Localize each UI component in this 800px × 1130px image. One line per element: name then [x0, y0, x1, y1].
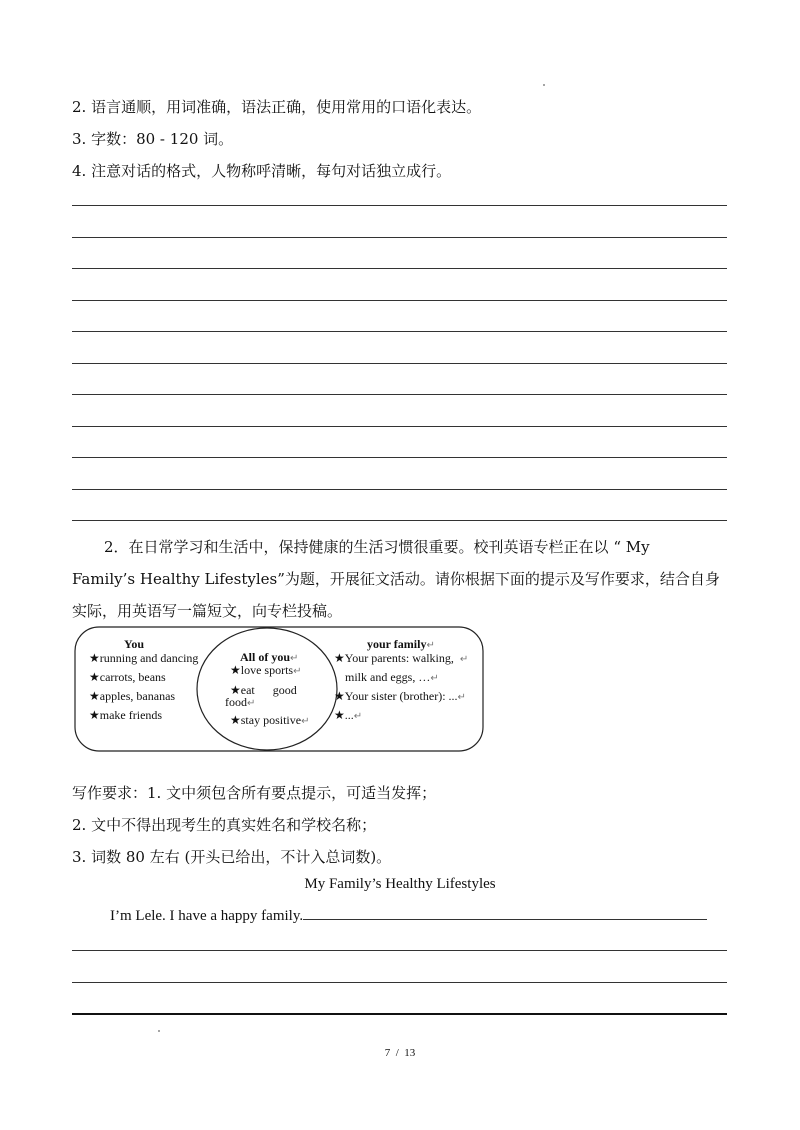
venn-you-item: ★carrots, beans	[89, 670, 166, 684]
venn-all-item: ★eat good	[230, 683, 297, 697]
answer-line[interactable]	[72, 268, 727, 269]
answer-line[interactable]	[72, 331, 727, 332]
task2-paragraph-line2: Family’s Healthy Lifestyles”为题，开展征文活动。请你根据下面的提示及写作要求，结合自身	[72, 570, 720, 588]
answer-line[interactable]	[72, 363, 727, 364]
return-mark: ↵	[459, 654, 469, 665]
return-mark: ↵	[290, 653, 299, 664]
answer-line[interactable]	[72, 982, 727, 983]
venn-family-item: ★...↵	[334, 708, 363, 722]
task2-paragraph-line3: 实际，用英语写一篇短文，向专栏投稿。	[72, 602, 343, 620]
venn-family-title: your family↵	[367, 637, 435, 651]
opening-answer-line[interactable]	[303, 905, 707, 920]
answer-line[interactable]	[72, 520, 727, 521]
venn-all-title: All of you↵	[240, 650, 299, 664]
return-mark: ↵	[293, 666, 302, 677]
venn-all-item: food↵	[225, 695, 256, 709]
page-number: 7 / 13	[384, 1047, 416, 1059]
writing-requirement-2: 2. 文中不得出现考生的真实姓名和学校名称；	[72, 816, 377, 834]
return-mark: ↵	[247, 698, 256, 709]
answer-line[interactable]	[72, 205, 727, 206]
requirement-item-3: 3. 字数：80 - 120 词。	[72, 130, 234, 148]
requirement-item-2: 2. 语言通顺，用词准确，语法正确，使用常用的口语化表达。	[72, 98, 482, 116]
venn-family-item: ★Your sister (brother): ...↵	[334, 689, 466, 703]
writing-requirement-3: 3. 词数 80 左右 (开头已给出，不计入总词数)。	[72, 848, 392, 866]
answer-line[interactable]	[72, 394, 727, 395]
answer-line[interactable]	[72, 300, 727, 301]
answer-line[interactable]	[72, 489, 727, 490]
answer-line[interactable]	[72, 426, 727, 427]
requirement-item-4: 4. 注意对话的格式，人物称呼清晰，每句对话独立成行。	[72, 162, 452, 180]
venn-all-item: ★love sports↵	[230, 663, 302, 677]
venn-family-item: ★Your parents: walking, ↵	[334, 651, 469, 665]
stray-mark	[158, 1030, 160, 1032]
return-mark: ↵	[430, 673, 439, 684]
venn-family-item: milk and eggs, …↵	[345, 670, 439, 684]
task2-paragraph-line1: 2．在日常学习和生活中，保持健康的生活习惯很重要。校刊英语专栏正在以 “ My	[104, 538, 650, 556]
answer-line[interactable]	[72, 950, 727, 951]
answer-line[interactable]	[72, 457, 727, 458]
page-bottom-rule	[72, 1013, 727, 1015]
writing-requirement-1: 写作要求：1. 文中须包含所有要点提示，可适当发挥；	[72, 784, 437, 802]
return-mark: ↵	[301, 716, 310, 727]
stray-mark	[543, 84, 545, 86]
venn-you-item: ★make friends	[89, 708, 163, 722]
return-mark: ↵	[457, 692, 466, 703]
venn-you-title: You	[124, 637, 145, 651]
return-mark: ↵	[353, 711, 363, 722]
answer-line[interactable]	[72, 237, 727, 238]
return-mark: ↵	[426, 640, 435, 651]
venn-you-item: ★running and dancing	[89, 651, 199, 665]
venn-you-item: ★apples, bananas	[89, 689, 176, 703]
essay-opening: I’m Lele. I have a happy family.	[110, 905, 707, 925]
venn-all-item: ★stay positive↵	[230, 713, 310, 727]
essay-title: My Family’s Healthy Lifestyles	[304, 876, 496, 892]
